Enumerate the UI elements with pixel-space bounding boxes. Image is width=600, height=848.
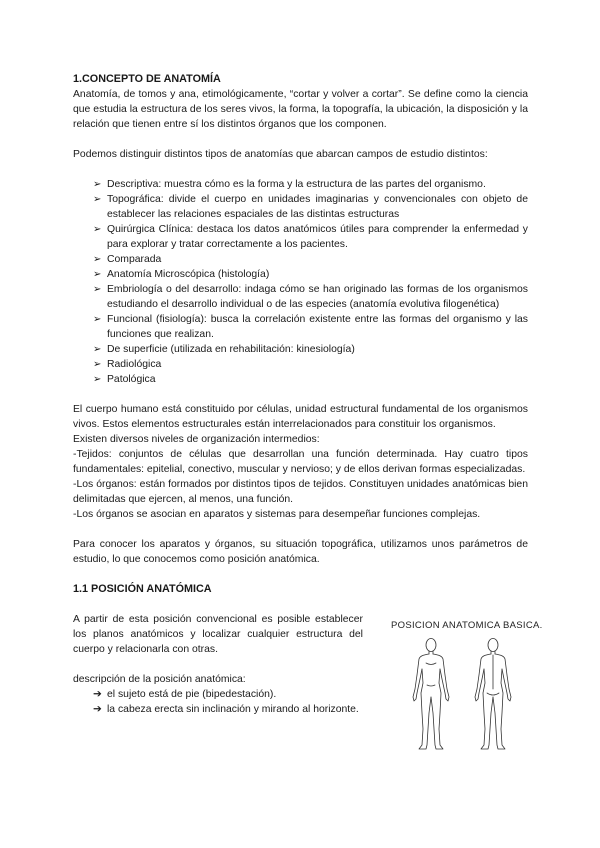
position-intro: A partir de esta posición convencional es posible establecer los planos anatómicos y localizar cualquier estructura del cuerpo y relacionarla con otras. <box>73 614 363 655</box>
section-title-posicion: 1.1 POSICIÓN ANATÓMICA <box>73 583 212 595</box>
list-item: ➢ Patológica <box>93 374 156 385</box>
list-item: ➢ Descriptiva: muestra cómo es la forma y la estructura de las partes del organismo. <box>93 179 486 190</box>
bullet-arrow-icon: ➢ <box>93 344 102 355</box>
list-item: ➢ Quirúrgica Clínica: destaca los datos anatómicos útiles para comprender la enfermedad y para explorar y tratar correctamente a los pacientes. <box>93 224 528 250</box>
document-page <box>73 72 543 762</box>
bullet-arrow-icon: ➢ <box>93 269 102 280</box>
anatomy-types-list <box>73 177 528 387</box>
list-item: ➢ Topográfica: divide el cuerpo en unidades imaginarias y convencionales con objeto de establecer las relaciones espaciales de las distintas estructuras <box>93 194 528 220</box>
levels-intro: Existen diversos niveles de organización intermedios: <box>73 434 320 445</box>
figure-title: POSICION ANATOMICA BASICA. <box>391 620 543 631</box>
bullet-arrow-icon: ➢ <box>93 194 102 205</box>
list-item: ➢ Radiológica <box>93 359 162 370</box>
bullet-arrow-icon: ➢ <box>93 374 102 385</box>
front-view-figure <box>413 639 449 750</box>
anatomical-position-figure <box>391 618 543 758</box>
body-paragraph: El cuerpo humano está constituido por células, unidad estructural fundamental de los organismos vivos. Estos elementos estructurales están interrelacionados para constituir los organismos. <box>73 404 528 430</box>
list-item: ➢ Anatomía Microscópica (histología) <box>93 269 270 280</box>
position-points-list <box>73 687 363 717</box>
back-view-figure <box>475 639 511 750</box>
bullet-arrow-icon: ➢ <box>93 254 102 265</box>
level-tissues: -Tejidos: conjuntos de células que desarrollan una función determinada. Hay cuatro tipos fundamentales: epitelial, conectivo, muscular y nervioso; y de ellos derivan formas especializadas. <box>73 449 528 475</box>
bullet-arrow-icon: ➢ <box>93 179 102 190</box>
closing-paragraph: Para conocer los aparatos y órganos, su situación topográfica, utilizamos unos parámetros de estudio, lo que conocemos como posición anatómica. <box>73 539 528 565</box>
types-intro: Podemos distinguir distintos tipos de anatomías que abarcan campos de estudio distintos: <box>73 149 488 160</box>
bullet-arrow-icon: ➢ <box>93 314 102 325</box>
list-item: ➢ Embriología o del desarrollo: indaga cómo se han originado las formas de los organismos estudiando el desarrollo individual o de las especies (anatomía evolutiva filogenética) <box>93 284 528 310</box>
intro-paragraph: Anatomía, de tomos y ana, etimológicamente, “cortar y volver a cortar”. Se define como la ciencia que estudia la estructura de los seres vivos, la forma, la topografía, la ubicación, la disposición y la relación que tienen entre sí los distintos órganos que los componen. <box>73 89 528 130</box>
bullet-arrow-icon: ➢ <box>93 224 102 235</box>
arrow-right-icon: ➔ <box>93 704 102 715</box>
section-title-concepto: 1.CONCEPTO DE ANATOMÍA <box>73 73 221 85</box>
list-item: ➢ Funcional (fisiología): busca la correlación existente entre las formas del organismo y las funciones que realizan. <box>93 314 528 340</box>
body-silhouettes-illustration <box>391 633 531 757</box>
position-desc-label: descripción de la posición anatómica: <box>73 674 246 685</box>
list-item: ➔ el sujeto está de pie (bipedestación). <box>93 689 277 700</box>
list-item: ➢ Comparada <box>93 254 162 265</box>
bullet-arrow-icon: ➢ <box>93 359 102 370</box>
level-systems: -Los órganos se asocian en aparatos y sistemas para desempeñar funciones complejas. <box>73 509 481 520</box>
list-item: ➢ De superficie (utilizada en rehabilitación: kinesiología) <box>93 344 355 355</box>
bullet-arrow-icon: ➢ <box>93 284 102 295</box>
position-section <box>73 612 543 762</box>
list-item: ➔ la cabeza erecta sin inclinación y mirando al horizonte. <box>93 704 359 715</box>
level-organs: -Los órganos: están formados por distintos tipos de tejidos. Constituyen unidades anatómicas bien delimitadas que ejercen, al menos, una función. <box>73 479 528 505</box>
arrow-right-icon: ➔ <box>93 689 102 700</box>
